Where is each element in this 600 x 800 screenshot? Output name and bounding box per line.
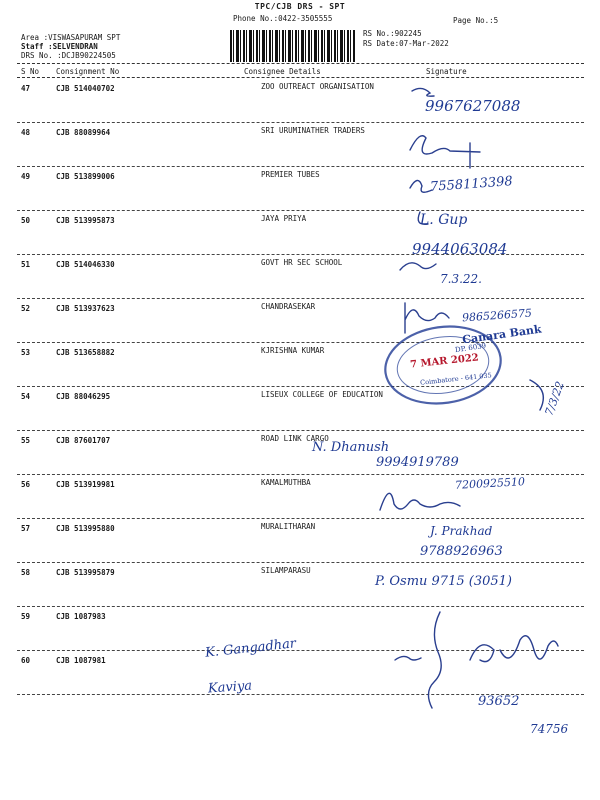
row-consignment-number: CJB 513995873 — [56, 216, 115, 225]
handwriting-phone-52: 9865266575 — [461, 306, 533, 325]
row-consignment-number: CJB 1087981 — [56, 656, 106, 665]
row-consignment-number: CJB 88089964 — [56, 128, 111, 137]
handwriting-phone-49: 7558113398 — [429, 174, 514, 195]
handwriting-phone-47: 9967627088 — [425, 97, 521, 115]
handwriting-name-60: K. Gangadhar — [204, 636, 297, 661]
row-serial-number: 47 — [21, 84, 31, 93]
row-consignment-number: CJB 513937623 — [56, 304, 115, 313]
row-consignment-number: CJB 88046295 — [56, 392, 111, 401]
row-consignment-number: CJB 513995879 — [56, 568, 115, 577]
handwriting-phone-60b: 74756 — [530, 722, 569, 736]
row-consignee-name: ROAD LINK CARGO — [261, 434, 329, 443]
handwriting-phone-50: 9944063084 — [412, 240, 508, 258]
row-serial-number: 55 — [21, 436, 31, 445]
phone-number: Phone No.:0422-3505555 — [233, 14, 333, 23]
row-serial-number: 54 — [21, 392, 31, 401]
handwriting-date-51: 7.3.22. — [440, 272, 482, 286]
row-consignee-name: PREMIER TUBES — [261, 170, 320, 179]
document-title: TPC/CJB DRS - SPT — [254, 2, 346, 11]
handwriting-name-57: J. Prakhad — [430, 524, 493, 538]
row-consignee-name: MURALITHARAN — [261, 522, 316, 531]
handwriting-name-55: N. Dhanush — [312, 440, 390, 455]
row-consignee-name: SRI URUMINATHER TRADERS — [261, 126, 365, 135]
page-number: Page No.:5 — [453, 16, 499, 25]
handwriting-name-50: L. Gup — [420, 212, 468, 228]
row-consignee-name: ZOO OUTREACT ORGANISATION — [261, 82, 374, 91]
row-consignment-number: CJB 513919981 — [56, 480, 115, 489]
column-header-sno: S No — [21, 67, 40, 76]
row-consignee-name: SILAMPARASU — [261, 566, 311, 575]
rs-number: RS No.:902245 — [363, 29, 422, 38]
handwriting-phone-55: 9994919789 — [376, 455, 459, 470]
row-serial-number: 56 — [21, 480, 31, 489]
row-consignee-name: GOVT HR SEC SCHOOL — [261, 258, 343, 267]
handwriting-phone-60a: 93652 — [478, 694, 520, 709]
row-serial-number: 48 — [21, 128, 31, 137]
handwriting-name-60b: Kaviya — [207, 678, 253, 697]
stamp-branch-code: DP. 6039 — [454, 341, 487, 355]
row-serial-number: 50 — [21, 216, 31, 225]
row-consignment-number: CJB 513995880 — [56, 524, 115, 533]
row-consignee-name: JAYA PRIYA — [261, 214, 307, 223]
row-serial-number: 59 — [21, 612, 31, 621]
handwriting-58: P. Osmu 9715 (3051) — [375, 574, 512, 589]
row-consignee-name: KJRISHNA KUMAR — [261, 346, 325, 355]
staff-label: Staff :SELVENDRAN — [21, 42, 98, 51]
row-serial-number: 57 — [21, 524, 31, 533]
row-consignment-number: CJB 513658882 — [56, 348, 115, 357]
drs-number: DRS No. :DCJB90224505 — [21, 51, 116, 60]
row-consignment-number: CJB 514046330 — [56, 260, 115, 269]
row-serial-number: 58 — [21, 568, 31, 577]
handwriting-phone-56: 7200925510 — [454, 475, 526, 492]
row-serial-number: 49 — [21, 172, 31, 181]
column-header-signature: Signature — [426, 67, 467, 76]
row-consignment-number: CJB 1087983 — [56, 612, 106, 621]
column-header-consignment: Consignment No — [56, 67, 120, 76]
row-consignee-name: CHANDRASEKAR — [261, 302, 316, 311]
row-serial-number: 52 — [21, 304, 31, 313]
row-consignment-number: CJB 514040702 — [56, 84, 115, 93]
row-serial-number: 60 — [21, 656, 31, 665]
row-serial-number: 51 — [21, 260, 31, 269]
stamp-date: 7 MAR 2022 — [409, 352, 480, 371]
handwriting-phone-57: 9788926963 — [420, 544, 503, 559]
area-label: Area :VISWASAPURAM SPT — [21, 33, 121, 42]
row-consignment-number: CJB 87601707 — [56, 436, 111, 445]
row-consignee-name: KAMALMUTHBA — [261, 478, 311, 487]
stamp-bank-name: Canara Bank — [461, 322, 543, 347]
column-header-consignee: Consignee Details — [244, 67, 321, 76]
row-consignee-name: LISEUX COLLEGE OF EDUCATION — [261, 390, 383, 399]
handwriting-date-54: 7/3/22 — [542, 379, 567, 418]
row-consignment-number: CJB 513899006 — [56, 172, 115, 181]
stamp-address: Coimbatore - 641 035 — [419, 371, 493, 387]
row-serial-number: 53 — [21, 348, 31, 357]
rs-date: RS Date:07-Mar-2022 — [363, 39, 449, 48]
